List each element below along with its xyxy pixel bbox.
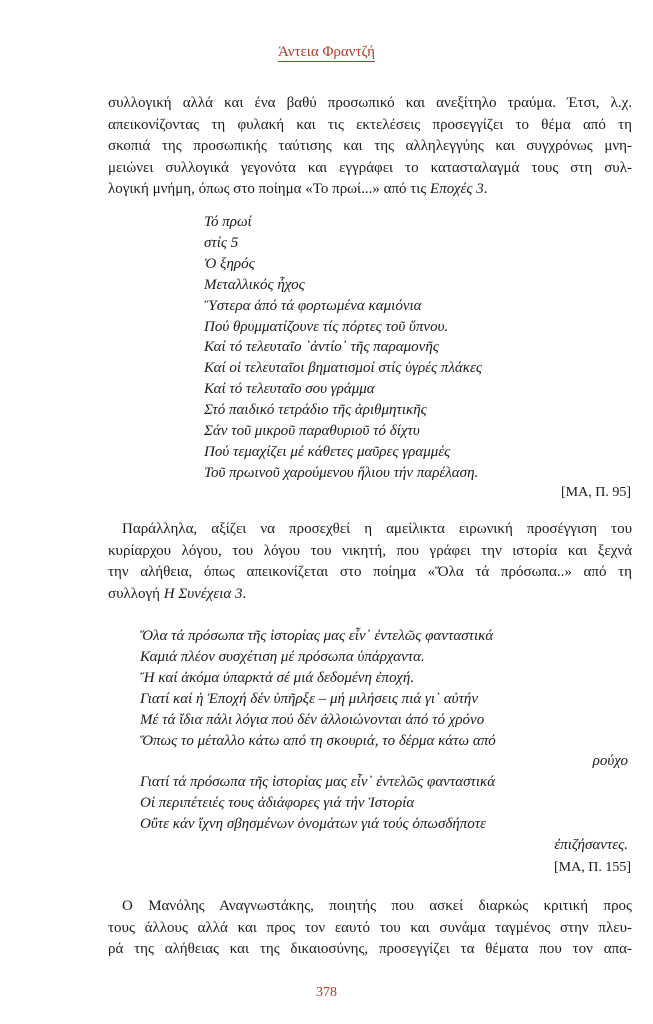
poem-2-line: Καμιά πλέον συσχέτιση μέ πρόσωπα ὑπάρχαντα. (140, 648, 425, 665)
poem-2-line-continuation: ἐπιζήσαντες. (554, 837, 628, 854)
poem-1-line: Ὕστερα ἀπό τά φορτωμένα καμιόνια (204, 297, 422, 314)
paragraph-3-line: τους άλλους αλλά και προς τον εαυτό του και συνάμα ταγμένος στην πλευ- (108, 919, 632, 936)
book-title-synecheia-3: Η Συνέχεια 3 (163, 585, 243, 602)
paragraph-2-line (108, 584, 632, 606)
running-head (0, 44, 653, 61)
poem-2-line-continuation: ρούχο (592, 753, 628, 770)
citation-1: [ΜΑ, Π. 95] (561, 485, 631, 500)
citation-2: [ΜΑ, Π. 155] (554, 860, 631, 875)
poem-2-line: Ὅπως το μέταλλο κάτω από τη σκουριά, το δέρμα κάτω από (140, 732, 496, 749)
poem-2-line: Οἱ περιπέτειές τους ἀδιάφορες γιά τήν Ἱστορία (140, 795, 415, 812)
paragraph-2-line: την αλήθεια, όπως απεικονίζεται στο ποίημα «Ὅλα τά πρόσωπα..» από τη (108, 564, 632, 581)
running-head-text: Άντεια Φραντζή (277, 44, 376, 60)
paragraph-1-line: απεικονίζοντας τη φυλακή και τις εκτελέσεις προσεγγίζει το θέμα από τη (108, 116, 632, 133)
book-title-epoches-3: Εποχές 3 (430, 181, 484, 198)
paragraph-3 (108, 896, 632, 961)
page-number: 378 (316, 985, 337, 1000)
poem-2-line: Ὅλα τά πρόσωπα τῆς ἱστορίας μας εἶν᾿ ἐντελῶς φανταστικά (140, 628, 494, 644)
paragraph-1-line: μειώνει συλλογικά γεγονότα και εγγράφει το κατασταλαγμά τους στη συλ- (108, 159, 632, 176)
poem-2-line: Μέ τά ἴδια πάλι λόγια πού δέν ἀλλοιώνονται ἀπό τό χρόνο (140, 711, 485, 728)
poem-1-line: Σάν τοῦ μικροῦ παραθυριοῦ τό δίχτυ (204, 423, 420, 440)
poem-1-line: Πού τεμαχίζει μέ κάθετες μαῦρες γραμμές (204, 443, 451, 460)
paragraph-2-line: Παράλληλα, αξίζει να προσεχθεί η αμείλικτα ειρωνική προσέγγιση του (122, 521, 632, 537)
poem-1-line: Πού θρυμματίζουνε τίς πόρτες τοῦ ὕπνου. (204, 318, 449, 335)
paragraph-3-line: ρά της αλήθειας και της δικαιοσύνης, προσεγγίζει τα θέματα που τον απα- (108, 941, 632, 958)
poem-2-line: Γιατί τά πρόσωπα τῆς ἱστορίας μας εἶν᾿ ἐντελῶς φανταστικά (140, 774, 496, 791)
poem-2-line: Ἤ καί ἀκόμα ὑπαρκτά σέ μιά δεδομένη ἐποχή. (140, 669, 415, 686)
paragraph-1 (108, 93, 632, 201)
paragraph-2 (108, 519, 632, 605)
poem-1-line: Τό πρωί (204, 214, 252, 230)
poem-1-line: στίς 5 (204, 234, 239, 251)
paragraph-1-line: συλλογική αλλά και ένα βαθύ προσωπικό και ανεξίτηλο τραύμα. Έτσι, λ.χ. (108, 95, 632, 111)
poem-1 (204, 212, 482, 484)
paragraph-3-line: Ο Μανόλης Αναγνωστάκης, ποιητής που ασκεί διαρκώς κριτική προς (122, 898, 632, 914)
paragraph-1-text: . (483, 181, 488, 198)
poem-1-line: Στό παιδικό τετράδιο τῆς ἀριθμητικῆς (204, 402, 427, 419)
poem-1-line: Καί τό τελευταῖο ᾿ἀντίο᾿ τῆς παραμονῆς (204, 339, 439, 356)
paragraph-1-text: λογική μνήμη, όπως στο ποίημα «Το πρωί...» από τις (108, 181, 431, 198)
poem-1-line: Ὁ ξηρός (204, 255, 255, 272)
paragraph-1-line (108, 179, 632, 201)
paragraph-1-line: σκοπιά της προσωπικής ταύτισης και της αλληλεγγύης και συγχρόνως μνη- (108, 138, 632, 155)
poem-1-line: Τοῦ πρωινοῦ χαρούμενου ἥλιου τήν παρέλαση. (204, 464, 479, 481)
poem-1-line: Καί οἱ τελευταῖοι βηματισμοί στίς ὑγρές πλάκες (204, 360, 482, 377)
paragraph-2-text: συλλογή (108, 585, 164, 602)
poem-1-line: Μεταλλικός ἦχος (204, 276, 305, 293)
poem-1-line: Καί τό τελευταῖο σου γράμμα (204, 381, 375, 398)
poem-2 (140, 626, 628, 856)
poem-2-line: Οὔτε κάν ἴχνη σβησμένων ὀνομάτων γιά τούς ὁπωσδήποτε (140, 816, 487, 833)
poem-2-line: Γιατί καί ἡ Ἐποχή δέν ὑπῆρξε – μή μιλήσεις πιά γι᾿ αὐτήν (140, 690, 479, 707)
paragraph-2-text: . (242, 585, 247, 602)
paragraph-2-line: κυρίαρχου λόγου, του λόγου του νικητή, που γράφει την ιστορία και ξεχνά (108, 542, 632, 559)
